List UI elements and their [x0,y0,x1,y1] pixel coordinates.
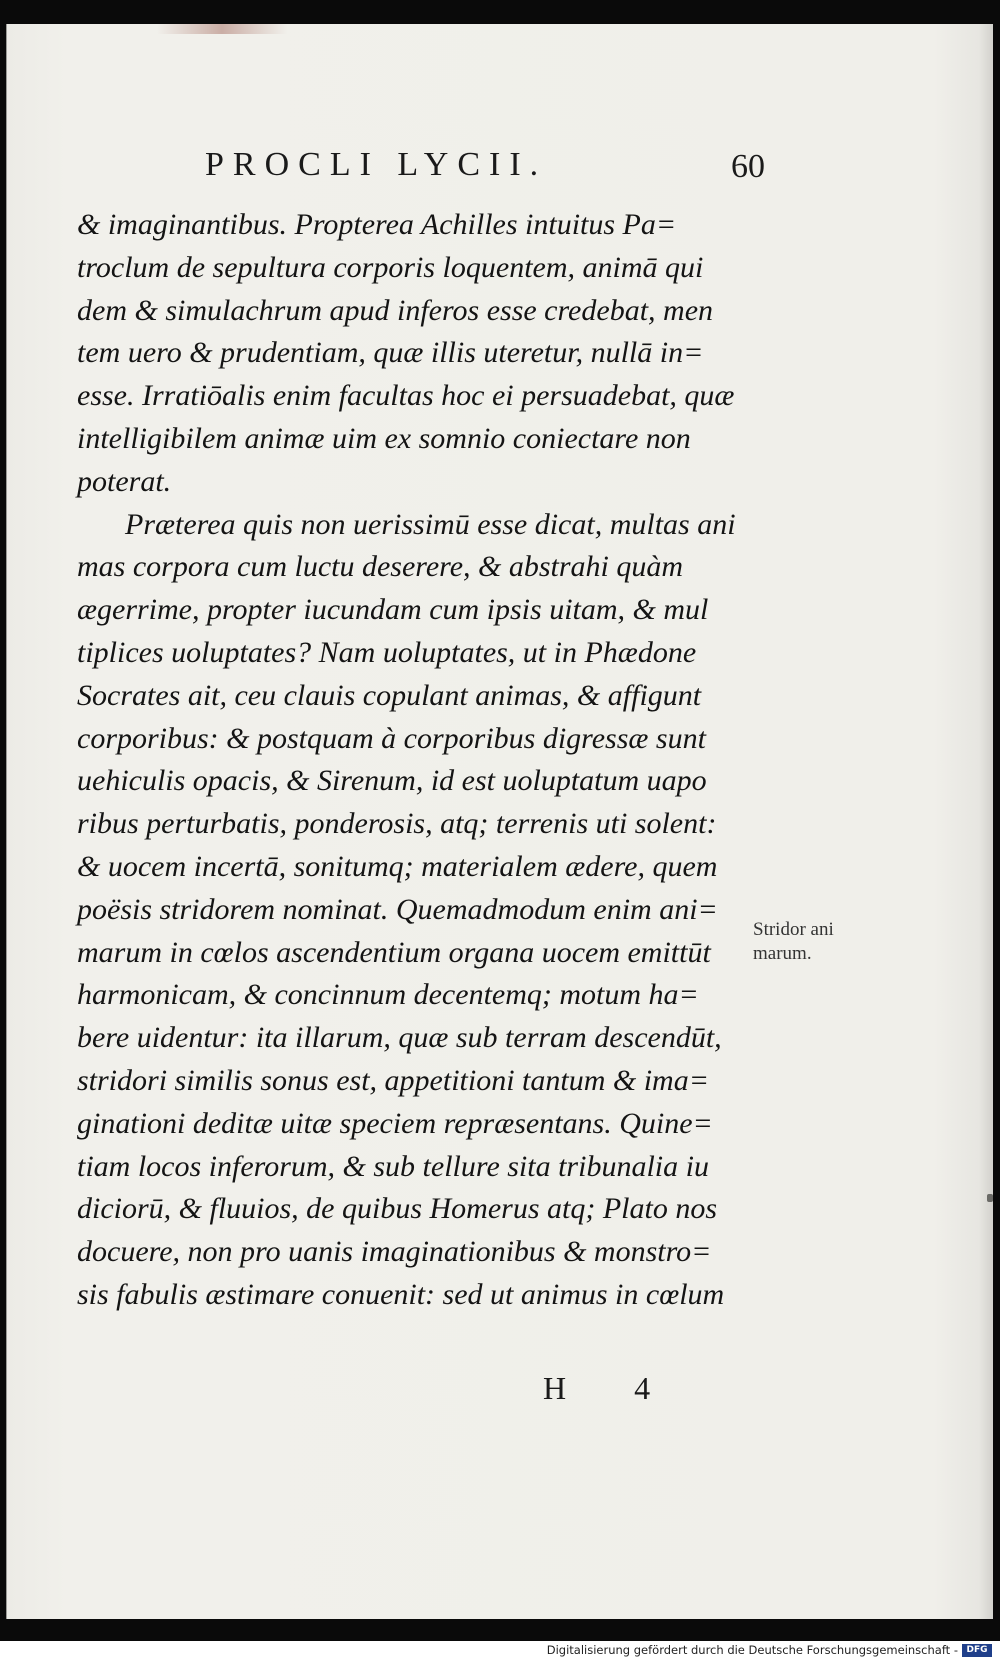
text-line: corporibus: & postquam à corporibus digressæ sunt [77,721,706,755]
text-line: esse. Irratiōalis enim facultas hoc ei persuadebat, quæ [77,379,735,413]
text-line: ginationi deditæ uitæ speciem repræsentans. Quine= [77,1106,713,1140]
text-line: sis fabulis æstimare conuenit: sed ut animus in cœlum [77,1277,725,1311]
dfg-logo-icon: DFG [962,1644,992,1657]
marginal-note-line: marum. [753,943,812,964]
funding-credit: Digitalisierung gefördert durch die Deutsche Forschungsgemeinschaft - [546,1643,958,1657]
text-line: poterat. [77,464,172,498]
text-line: stridori similis sonus est, appetitioni tantum & ima= [77,1063,709,1097]
body-text [77,204,757,1317]
text-line: & uocem incertā, sonitumq; materialem ædere, quem [77,849,718,883]
running-head-title: PROCLI LYCII. [205,146,548,183]
marginal-note [753,918,953,966]
book-page [6,24,993,1619]
text-line: tem uero & prudentiam, quæ illis uteretur, nullā in= [77,336,704,370]
marginal-note-line: Stridor ani [753,919,834,940]
signature-mark: H 4 [543,1370,681,1406]
folio-number: 60 [731,148,765,185]
text-line: & imaginantibus. Propterea Achilles intuitus Pa= [77,208,677,241]
text-line: mas corpora cum luctu deserere, & abstrahi quàm [77,550,684,584]
text-line: tiplices uoluptates? Nam uoluptates, ut in Phædone [77,635,697,669]
text-line: intelligibilem animæ uim ex somnio coniectare non [77,421,691,455]
running-head [7,128,993,185]
margin-dot [987,1194,993,1202]
text-line: ribus perturbatis, ponderosis, atq; terrenis uti solent: [77,807,717,841]
page-edge-shadow [979,24,993,1619]
text-line: harmonicam, & concinnum decentemq; motum ha= [77,978,699,1012]
text-line: poësis stridorem nominat. Quemadmodum enim ani= [77,892,718,926]
text-line: uehiculis opacis, & Sirenum, id est uoluptatum uapo [77,764,707,798]
digitization-footer [0,1641,1000,1661]
text-line: ægerrime, propter iucundam cum ipsis uitam, & mul [77,593,709,627]
paper-stain [157,24,287,34]
text-line: bere uidentur: ita illarum, quæ sub terram descendūt, [77,1021,722,1055]
text-line: docuere, non pro uanis imaginationibus & monstro= [77,1235,712,1269]
paragraph-start-line: Præterea quis non uerissimū esse dicat, multas ani [125,507,736,541]
text-line: diciorū, & fluuios, de quibus Homerus atq; Plato nos [77,1192,717,1226]
text-line: troclum de sepultura corporis loquentem, animā qui [77,250,704,284]
text-line: dem & simulachrum apud inferos esse credebat, men [77,293,714,327]
text-line: marum in cœlos ascendentium organa uocem emittūt [77,935,711,969]
text-line: Socrates ait, ceu clauis copulant animas, & affigunt [77,678,702,712]
text-line: tiam locos inferorum, & sub tellure sita tribunalia iu [77,1149,709,1183]
